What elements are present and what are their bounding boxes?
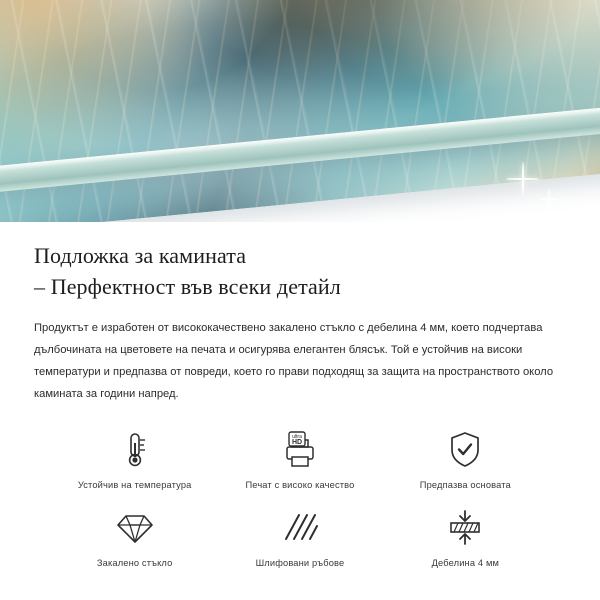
page-title: [34, 240, 566, 302]
hero-canvas: [0, 0, 600, 222]
feature-item-print-quality: [217, 428, 382, 490]
sparkle-icon: [538, 188, 559, 209]
thickness-icon: [446, 506, 484, 550]
feature-label: Шлифовани ръбове: [255, 557, 345, 568]
page-title-line-1: Подложка за камината: [34, 243, 247, 268]
glass-panel-artwork: [0, 0, 600, 222]
shield-check-icon: [447, 428, 483, 472]
ultra-hd-print-icon: [278, 428, 322, 472]
features-grid: [34, 428, 566, 568]
hero-image: [0, 0, 600, 222]
feature-label: Дебелина 4 мм: [431, 557, 500, 568]
hd-badge-bottom: HD: [291, 438, 303, 446]
feature-item-temperature: [52, 428, 217, 490]
feature-label: Предпазва основата: [419, 479, 511, 490]
ultra-badge-top: ultra: [292, 433, 302, 440]
feature-label: Закалено стъкло: [96, 557, 173, 568]
feature-label: Устойчив на температура: [77, 479, 192, 490]
feature-item-tempered-glass: [52, 506, 217, 568]
polished-edges-icon: [281, 506, 319, 550]
feature-item-polished-edges: [217, 506, 382, 568]
diamond-icon: [115, 506, 155, 550]
content-block: [0, 222, 600, 568]
thermometer-icon: [118, 428, 152, 472]
feature-item-thickness: [383, 506, 548, 568]
feature-label: Печат с високо качество: [245, 479, 355, 490]
ink-smoke-overlay: [0, 0, 600, 222]
page-title-line-2: – Перфектност във всеки детайл: [34, 274, 341, 300]
feature-item-protection: [383, 428, 548, 490]
description-paragraph: Продуктът е изработен от висококачествено закалено стъкло с дебелина 4 мм, което подчертава дълбочината на цветовете на печата и осигурява елегантен блясък. Той е устойчив на високи температури и предпазва от повреди, което го прави подходящ за защита на пространството около камината за години напред.: [34, 322, 554, 400]
